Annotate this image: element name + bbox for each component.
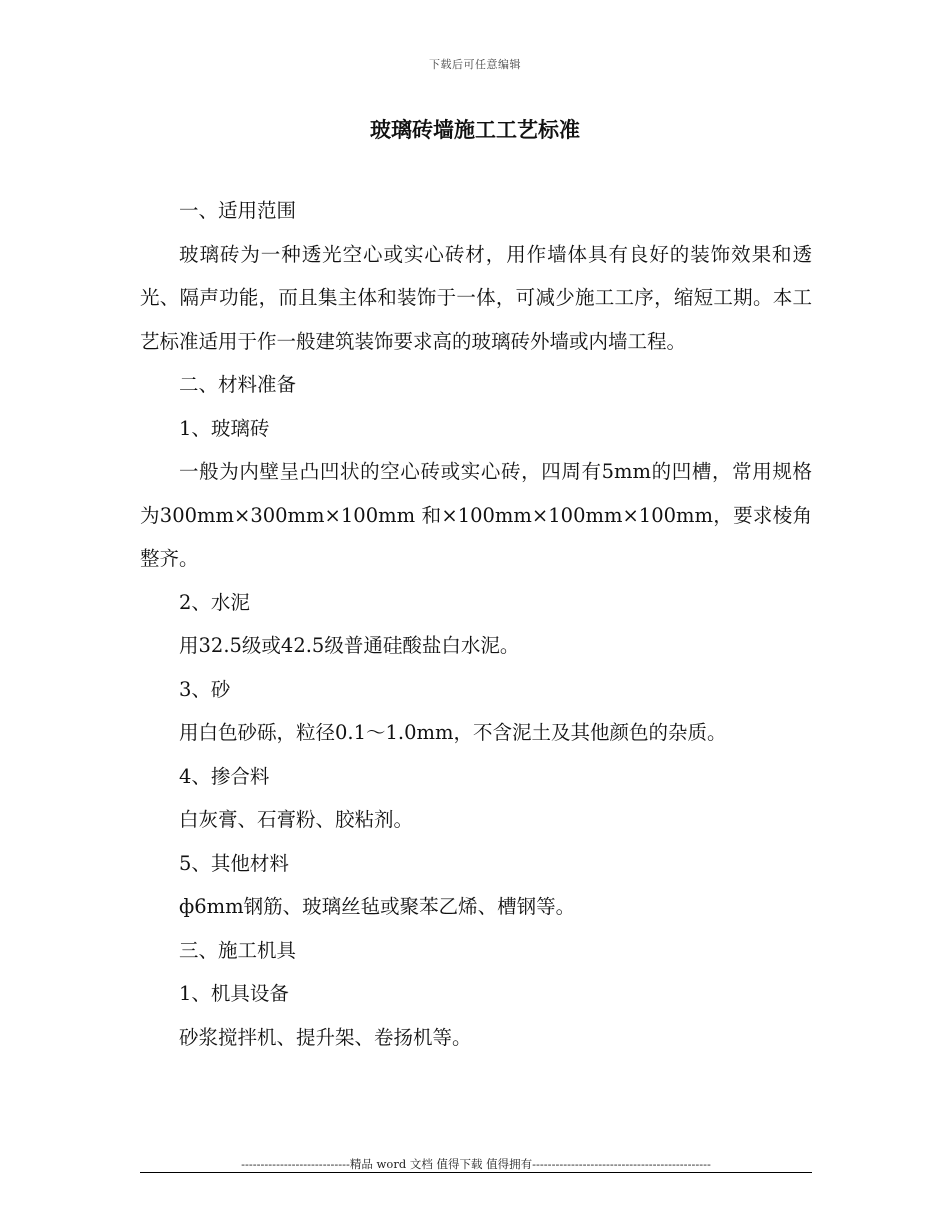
subheading-glass-brick: 1、玻璃砖 <box>179 416 270 440</box>
section-heading-materials: 二、材料准备 <box>179 373 297 396</box>
document-body <box>140 189 812 1059</box>
subheading-admixture: 4、掺合料 <box>179 764 270 788</box>
paragraph-cement: 用32.5级或42.5级普通硅酸盐白水泥。 <box>179 634 520 657</box>
paragraph-scope-text: 玻璃砖为一种透光空心或实心砖材，用作墙体具有良好的装饰效果和透光、隔声功能，而且集主体和装饰于一体，可减少施工工序，缩短工期。本工艺标准适用于作一般建筑装饰要求高的玻璃砖外墙或内墙工程。 <box>140 242 812 353</box>
document-title: 玻璃砖墙施工工艺标准 <box>370 117 580 142</box>
footer-rule <box>140 1172 812 1173</box>
paragraph-admixture: 白灰膏、石膏粉、胶粘剂。 <box>179 808 414 831</box>
paragraph-glass-brick: 一般为内壁呈凸凹状的空心砖或实心砖，四周有5mm的凹槽，常用规格为300mm×300mm×100mm 和×100mm×100mm×100mm，要求棱角整齐。 <box>140 460 812 570</box>
subheading-sand: 3、砂 <box>179 677 231 701</box>
paragraph-sand: 用白色砂砾，粒径0.1～1.0mm，不含泥土及其他颜色的杂质。 <box>179 721 727 744</box>
section-heading-scope: 一、适用范围 <box>179 199 297 222</box>
paragraph-equipment: 砂浆搅拌机、提升架、卷扬机等。 <box>179 1025 472 1049</box>
section-heading-tools: 三、施工机具 <box>179 938 297 962</box>
header-note: 下载后可任意编辑 <box>429 58 521 71</box>
subheading-cement: 2、水泥 <box>179 590 250 614</box>
subheading-other-materials: 5、其他材料 <box>179 851 289 875</box>
subheading-equipment: 1、机具设备 <box>179 982 289 1005</box>
footer-text: ----------------------------精品 word 文档 值得下载 值得拥有---------------------------------------------- <box>241 1157 711 1171</box>
paragraph-other-materials: ф6mm钢筋、玻璃丝毡或聚苯乙烯、槽钢等。 <box>179 895 576 918</box>
